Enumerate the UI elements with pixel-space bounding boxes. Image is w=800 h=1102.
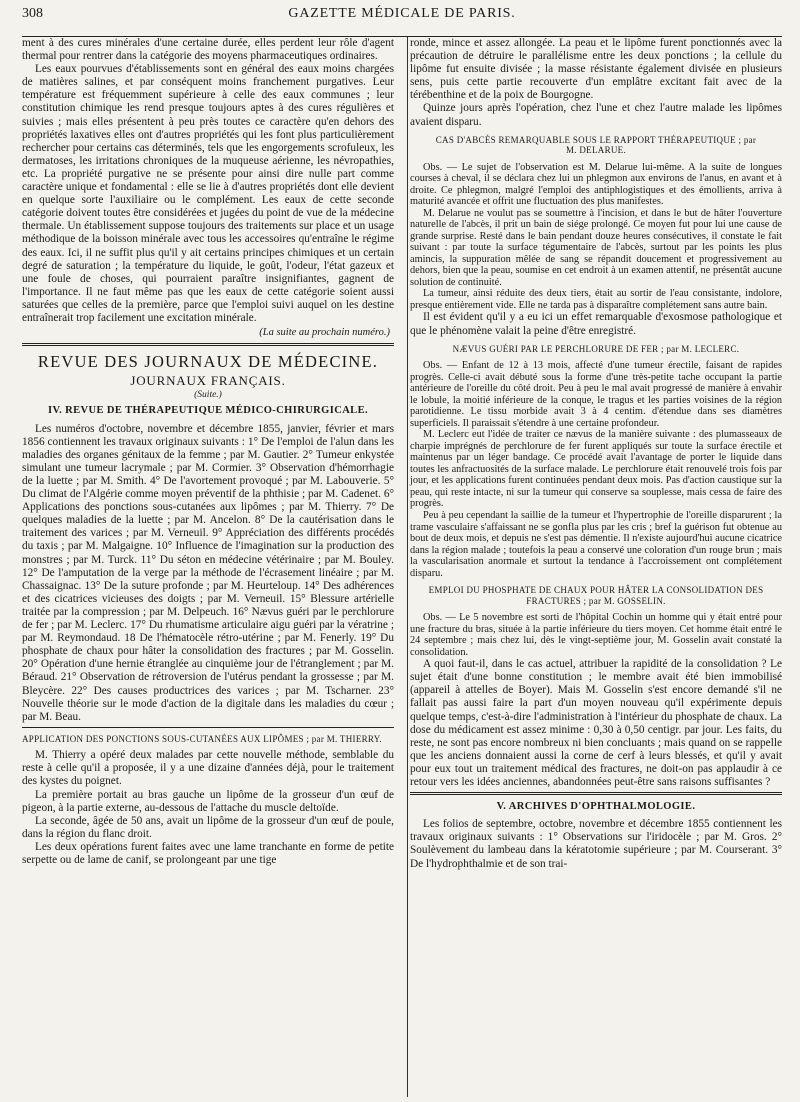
paragraph: ronde, mince et assez allongée. La peau et le lipôme furent ponctionnés avec la précaution de détruire le parallélisme entre les deux ponctions ; la cellule du lipôme fut ensuite divisée ; la masse résistante également divisée en plusieurs sens, puis cette partie recouverte d'un emplâtre excitant fait avec de la térébenthine et de la poix de Bourgogne. [410, 37, 782, 102]
columns [22, 37, 782, 1097]
paragraph: M. Thierry a opéré deux malades par cette nouvelle méthode, semblable du reste à celle qu'il a proposée, il y a une dizaine d'années déjà, pour le traitement des kystes du poignet. [22, 749, 394, 788]
review-suite: (Suite.) [194, 390, 222, 401]
section-heading: IV. REVUE DE THÉRAPEUTIQUE MÉDICO-CHIRURGICALE. [47, 405, 369, 417]
page-number: 308 [22, 6, 43, 21]
observation: M. Leclerc eut l'idée de traiter ce nævus de la manière suivante : des plumasseaux de charpie imprégnés de perchlorure de fer furent appliqués sur toute la surface érectile et maintenus par un léger bandage. Ce procédé avait l'avantage de porter le liquide dans toutes les anfractuosités de la surface malade. Le perchlorure était renouvelé trois fois par jour, et les applications furent continuées pendant deux mois. Pas d'action caustique sur la peau, qui reste intacte, ni sur la tumeur qui conserve sa souplesse, mais cessa de faire des progrès. [410, 429, 782, 510]
continuation-note: (La suite au prochain numéro.) [259, 327, 390, 339]
subheading: NÆVUS GUÉRI PAR LE PERCHLORURE DE FER ; par M. LECLERC. [452, 343, 740, 354]
paragraph: Il est évident qu'il y a eu ici un effet remarquable d'exosmose pathologique et que le phénomène valait la peine d'être enregistré. [410, 311, 782, 337]
journal-title: GAZETTE MÉDICALE DE PARIS. [288, 6, 516, 21]
observation: Obs. — Le sujet de l'observation est M. Delarue lui-même. A la suite de longues courses à cheval, il se déclara chez lui un phlegmon aux environs de l'anus, en avant et à droite. Ce phlegmon, malgré l'emploi des antiphlogistiques et des émollients, arriva à maturité avancée et offrit une fluctuation des plus manifestes. [410, 161, 782, 208]
paragraph: Les eaux pourvues d'établissements sont en général des eaux moins chargées de matières salines, et par conséquent moins franchement purgatives. Leur température est fréquemment supérieure à celle des eaux communes ; leur constitution chimique les rend presque toujours aptes à des cures régulières et suivies ; mais elles présentent à peu près toutes ce caractère qu'en dehors des propriétés laxatives elles ont d'autres propriétés qui les font plus particulièrement rechercher pour certains cas déterminés, tels que les engorgements scrofuleux, les dermatoses, les irritations chroniques de la muqueuse aérienne, les névropathies, etc. La propriété purgative ne se présente pour ainsi dire nulle part comme caractère unique et fondamental : elle se lie à d'autres propriétés dont elle devient en quelque sorte l'auxiliaire ou le complément. Les eaux de cette seconde catégorie doivent toutes être considérées et jugées du point de vue de la médecine thermale. Un établissement suppose toujours des traitements sur place et un usage méthodique de la boisson minérale avec tous les accessoires qu'entraîne le régime des eaux. Ici, il ne suffit plus qu'il y ait certains principes chimiques et un certain degré de saturation ; la température du liquide, le goût, l'odeur, l'état gazeux et une foule de choses, qui pourraient paraître insignifiantes, gagnent de l'importance. Il ne faut même pas que les eaux de cette catégorie soient aussi saturées que celles de la première, parce que l'emploi suivi auquel on les destine entraînerait trop facilement une excitation minérale. [22, 63, 394, 324]
observation: M. Delarue ne voulut pas se soumettre à l'incision, et dans le but de hâter l'ouverture naturelle de l'abcès, il prit un bain de siége prolongé. Ce moyen fut pour lui une cause de grande surprise. Resté dans le bain pendant douze heures consécutives, il constate le fait suivant : par toute la surface tégumentaire de l'abcès, surtout par les points les plus amincis, la suppuration mêlée de sang se répandit doucement et progressivement au dehors, bien que la peau, soumise en cet endroit à un examen attentif, ne présentât aucune solution de continuité. [410, 207, 782, 288]
subheading-line: CAS D'ABCÈS REMARQUABLE SOUS LE RAPPORT THÉRAPEUTIQUE ; par [435, 134, 757, 145]
paragraph: Les deux opérations furent faites avec une lame tranchante en forme de petite serpette ou de lame de canif, se prolongeant par une tige [22, 840, 394, 866]
paragraph: ment à des cures minérales d'une certaine durée, elles perdent leur rôle d'agent thermal pour rentrer dans la catégorie des moyens pharmaceutiques ordinaires. [22, 37, 394, 63]
divider [22, 727, 394, 728]
subheading: APPLICATION DES PONCTIONS SOUS-CUTANÉES AUX LIPÔMES ; par M. THIERRY. [22, 733, 382, 744]
paragraph: A quoi faut-il, dans le cas actuel, attribuer la rapidité de la consolidation ? Le sujet était d'une bonne constitution ; le membre avait été bien immobilisé (appareil à attelles de Boyer). Mais M. Gosselin s'est encore demandé s'il ne fallait pas aussi faire la part d'un moyen nouveau qu'il expérimente depuis quelque temps, c'est-à-dire l'administration à l'intérieur du phosphate de chaux. La dose du médicament est assez minime : 0,30 à 0,50 centigr. par jour. Les faits, du reste, ne sont pas encore nombreux ni bien concluants ; mais quand on se rappelle que les anciens donnaient aussi la corne de cerf à leurs blessés, et qu'il y avait pour eux tout un traitement médical des fractures, ne doit-on pas applaudir à ce retour vers les idées anciennes, abandonnées peut-être sans raisons suffisantes ? [410, 658, 782, 788]
paragraph: Les numéros d'octobre, novembre et décembre 1855, janvier, février et mars 1856 contiennent les travaux originaux suivants : 1° De l'emploi de l'alun dans les maladies des organes génitaux de la femme ; par M. Gautier. 2° Tumeur enkystée simulant une tumeur lacrymale ; par M. Cormier. 3° Observation d'hémorrhagie de la luette ; par M. Smith. 4° De l'avortement provoqué ; par M. Labouverie. 5° Du climat de l'Algérie comme moyen préventif de la phthisie ; par M. Cadenet. 6° Applications des ponctions sous-cutanées aux lipômes ; par M. Thierry. 7° De quelques maladies de la luette ; par M. Ancelon. 8° De la cautérisation dans le traitement des varices ; par M. Verneuil. 9° Appréciation des différents procédés du taxis ; par M. Malgaigne. 10° Influence de l'imagination sur la production des monstres ; par M. Turck. 11° Du séton en médecine vétérinaire ; par M. Bouley. 12° De l'amputation de la verge par la méthode de l'écrasement linéaire ; par M. Chassaignac. 13° De la suture profonde ; par M. Heurteloup. 14° Des adhérences et des cicatrices vicieuses des doigts ; par M. Verneuil. 15° Blessure artérielle traitée par la compression ; par M. Delpeuch. 16° Nævus guéri par le perchlorure de fer ; par M. Leclerc. 17° Du rhumatisme articulaire aigu guéri par la vératrine ; par M. Reymondaud. 18 De l'hématocèle rétro-utérine ; par M. Fenerly. 19° Du phosphate de chaux pour hâter la consolidation des fractures ; par M. Gosselin. 20° Opération d'une hernie étranglée au cinquième jour de l'étranglement ; par M. Béraud. 21° Observation de rétroversion de l'utérus pendant la grossesse ; par M. Bleycère. 22° Des causes productrices des varices ; par M. Tscharner. 23° Nouvelle théorie sur le mode d'action de la digitale dans les maladies du cœur ; par M. Beau. [22, 422, 394, 723]
review-title: REVUE DES JOURNAUX DE MÉDECINE. [37, 352, 379, 372]
column-divider [407, 37, 408, 1097]
paragraph: Les folios de septembre, octobre, novembre et décembre 1855 contiennent les travaux originaux suivants : 1° Observations sur l'iridocèle ; par M. Gros. 2° Soulèvement du lambeau dans la kératotomie supérieure ; par M. Courserant. 3° De l'hydrophthalmie et de son trai- [410, 818, 782, 870]
right-column [402, 37, 782, 1097]
observation: Obs. — Le 5 novembre est sorti de l'hôpital Cochin un homme qui y était entré pour une fracture du bras, située à la partie inférieure du tiers moyen. Cet homme était entré le 24 septembre ; mais chez lui, dès le vingt-septième jour, M. Gosselin avait constaté la consolidation. [410, 612, 782, 658]
paragraph: La seconde, âgée de 50 ans, avait un lipôme de la grosseur d'un œuf de poule, dans la région du flanc droit. [22, 814, 394, 840]
observation: Peu à peu cependant la saillie de la tumeur et l'hypertrophie de l'oreille disparurent ; la trame vasculaire s'affaissant ne se gonfla plus par les cris ; bref la guérison fut obtenue au bout de deux mois, et depuis ne s'est pas démentie. Il n'existe aujourd'hui aucune cicatrice dans la région malade ; toutefois la peau a conservé une coloration d'un rouge brun ; mais la vascularisation anormale et surtout la tendance à l'accroissement ont complétement disparu. [410, 509, 782, 579]
section-heading: V. ARCHIVES D'OPHTHALMOLOGIE. [496, 801, 696, 813]
subheading: EMPLOI DU PHOSPHATE DE CHAUX POUR HÂTER LA CONSOLIDATION DES FRACTURES ; par M. GOSSELIN. [428, 585, 764, 606]
subheading-line: M. DELARUE. [565, 145, 627, 156]
page-header [22, 0, 782, 37]
subheading [410, 135, 782, 156]
paragraph: Quinze jours après l'opération, chez l'une et chez l'autre malade les lipômes avaient disparu. [410, 102, 782, 128]
review-subtitle: JOURNAUX FRANÇAIS. [130, 373, 286, 389]
divider [410, 792, 782, 795]
observation: La tumeur, ainsi réduite des deux tiers, était au sortir de l'eau consistante, indolore, presque entièrement vide. Elle ne tarda pas à disparaître complétement sans autre bain. [410, 288, 782, 311]
observation: Obs. — Enfant de 12 à 13 mois, affecté d'une tumeur érectile, faisant de rapides progrès. Celle-ci avait débuté sous la forme d'une très-petite tache occupant la partie antérieure de l'oreille du côté droit. Peu à peu le mal avait progressé de manière à envahir le lobule, la moitié inférieure de la conque, le tragus et les parties voisines de la région parotidienne. Le tissu morbide avait 3 à 4 centim. d'étendue dans ses diamètres superficiels. Il paraissait s'étendre à une certaine profondeur. [410, 360, 782, 429]
paragraph: La première portait au bras gauche un lipôme de la grosseur d'un œuf de pigeon, à la partie externe, au-dessous de l'attache du muscle deltoïde. [22, 788, 394, 814]
left-column [22, 37, 402, 1097]
divider [22, 343, 394, 346]
